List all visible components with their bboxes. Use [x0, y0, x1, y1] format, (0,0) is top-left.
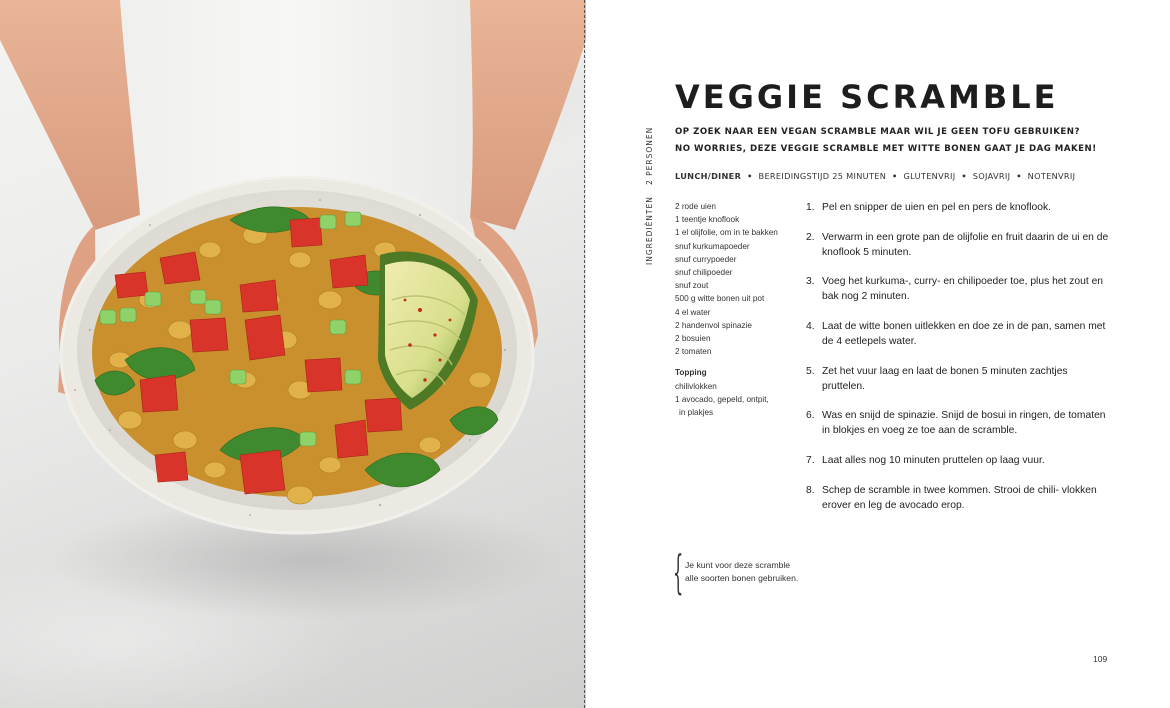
- topping-item: in plakjes: [679, 408, 714, 418]
- ingredient-item: snuf zout: [675, 281, 709, 291]
- left-arm: [0, 0, 140, 230]
- meta-separator: •: [961, 171, 967, 181]
- step-text: Pel en snipper de uien en pel en pers de knoflook.: [822, 202, 1051, 213]
- step-text: Schep de scramble in twee kommen. Strooi de chili- vlokken erover en leg de avocado erop.: [822, 484, 1097, 511]
- recipe-title: VEGGIE SCRAMBLE: [675, 78, 1059, 116]
- intro-line: NO WORRIES, DEZE VEGGIE SCRAMBLE MET WITTE BONEN GAAT JE DAG MAKEN!: [675, 144, 1097, 154]
- step-text: Verwarm in een grote pan de olijfolie en fruit daarin de ui en de knoflook 5 minuten.: [822, 231, 1109, 258]
- step-item: [806, 230, 1111, 260]
- meta-separator: •: [747, 171, 753, 181]
- step-item: [806, 453, 1111, 468]
- ingredient-item: 2 bosuien: [675, 334, 711, 344]
- step-number: 3.: [806, 276, 815, 288]
- recipe-intro: [675, 124, 1097, 158]
- step-item: [806, 408, 1111, 438]
- page-number: 109: [1093, 654, 1108, 664]
- step-item: [806, 483, 1111, 513]
- meta-tag: SOJAVRIJ: [972, 171, 1011, 181]
- step-item: [806, 319, 1111, 349]
- recipe-meta: [675, 171, 1075, 181]
- ingredient-item: 500 g witte bonen uit pot: [675, 294, 765, 304]
- step-text: Laat de witte bonen uitlekken en doe ze in de pan, samen met de 4 eetlepels water.: [822, 321, 1106, 348]
- step-item: [806, 274, 1111, 304]
- ingredient-item: 1 teentje knoflook: [675, 215, 740, 225]
- meta-tag: BEREIDINGSTIJD 25 MINUTEN: [758, 171, 887, 181]
- meta-separator: •: [1016, 171, 1022, 181]
- tip-line: Je kunt voor deze scramble: [685, 560, 791, 570]
- step-item: [806, 364, 1111, 394]
- curly-brace-icon: {: [673, 545, 684, 599]
- step-number: 5.: [806, 365, 815, 377]
- ingredient-item: 2 tomaten: [675, 347, 712, 357]
- ingredient-item: 4 el water: [675, 307, 711, 317]
- tip-box: [673, 545, 843, 599]
- ingredient-item: 2 handenvol spinazie: [675, 320, 752, 330]
- ingredient-item: snuf kurkumapoeder: [675, 241, 750, 251]
- method-steps: [806, 200, 1111, 528]
- topping-item: 1 avocado, gepeld, ontpit,: [675, 394, 769, 404]
- ingredients-list: [675, 200, 795, 419]
- step-number: 1.: [806, 202, 815, 213]
- step-number: 7.: [806, 455, 815, 467]
- step-text: Zet het vuur laag en laat de bonen 5 minuten zachtjes pruttelen.: [822, 365, 1068, 392]
- topping-heading: Topping: [675, 368, 707, 378]
- intro-line: OP ZOEK NAAR EEN VEGAN SCRAMBLE MAAR WIL JE GEEN TOFU GEBRUIKEN?: [675, 127, 1080, 137]
- ingredient-item: 2 rode uien: [675, 202, 716, 211]
- step-number: 6.: [806, 410, 815, 422]
- meta-separator: •: [892, 171, 898, 181]
- tip-line: alle soorten bonen gebruiken.: [685, 573, 799, 583]
- meta-tag: NOTENVRIJ: [1027, 171, 1076, 181]
- step-number: 8.: [806, 484, 815, 496]
- ingredient-item: snuf chilipoeder: [675, 268, 733, 278]
- meta-tag: GLUTENVRIJ: [903, 171, 956, 181]
- ingredients-label: INGREDIËNTEN: [645, 196, 654, 265]
- topping-item: chilivlokken: [675, 381, 717, 391]
- step-text: Was en snijd de spinazie. Snijd de bosui in ringen, de tomaten in blokjes en voeg ze toe aan de scramble.: [822, 410, 1106, 437]
- step-text: Laat alles nog 10 minuten pruttelen op laag vuur.: [822, 455, 1045, 467]
- step-item: [806, 200, 1111, 215]
- meta-category: LUNCH/DINER: [675, 171, 742, 181]
- step-number: 4.: [806, 321, 815, 333]
- step-number: 2.: [806, 231, 815, 243]
- step-text: Voeg het kurkuma-, curry- en chilipoeder toe, plus het zout en bak nog 2 minuten.: [822, 276, 1104, 303]
- ingredient-item: 1 el olijfolie, om in te bakken: [675, 228, 778, 238]
- servings-label: 2 PERSONEN: [645, 126, 654, 185]
- ingredient-item: snuf currypoeder: [675, 254, 737, 264]
- page-gutter: [584, 0, 585, 708]
- right-arm: [470, 0, 586, 230]
